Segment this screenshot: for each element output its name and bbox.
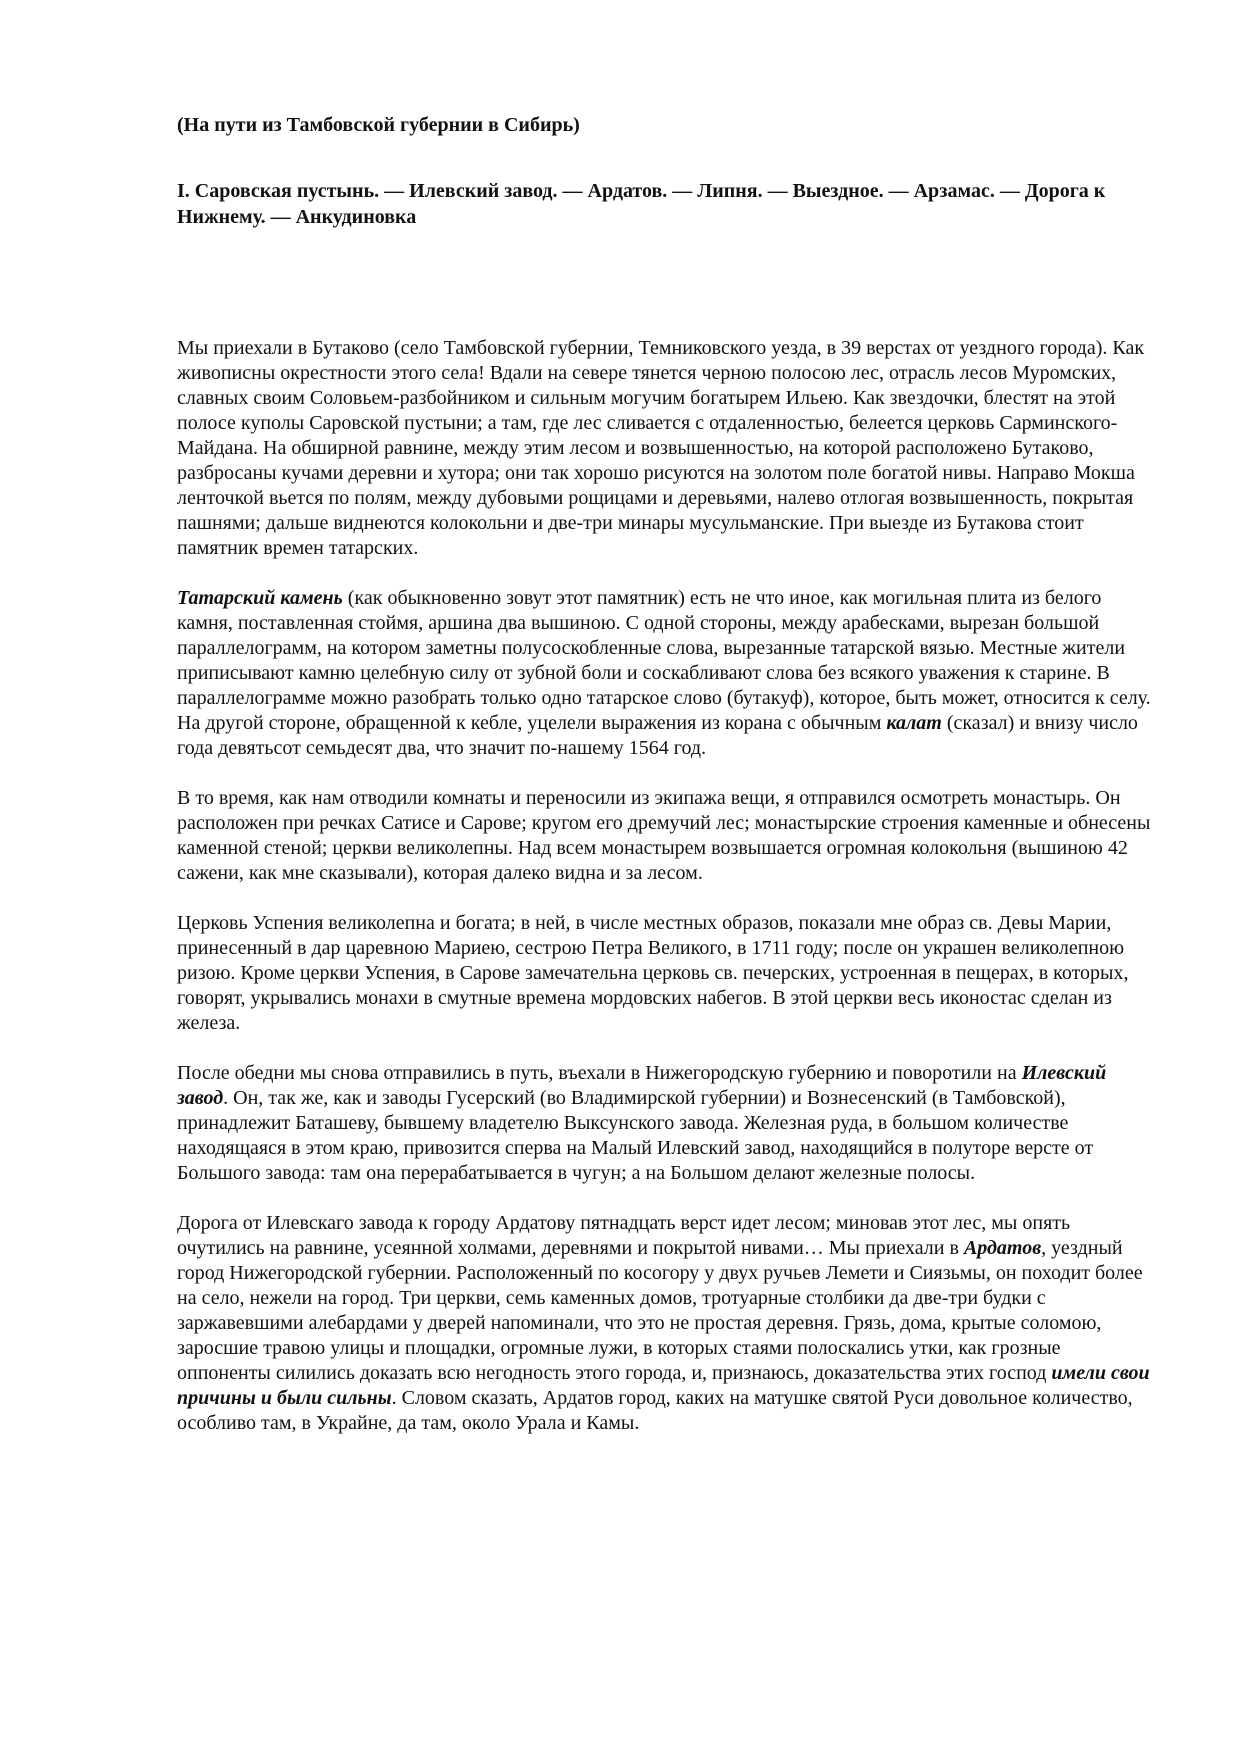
document-subtitle: (На пути из Тамбовской губернии в Сибирь) xyxy=(177,114,580,136)
document-body xyxy=(177,336,1157,1436)
emphasis-reasons: имели свои причины и были сильны xyxy=(177,1362,1150,1409)
emphasis-ilevsky-zavod: Илевский завод xyxy=(177,1062,1107,1109)
paragraph-monastery: В то время, как нам отводили комнаты и переносили из экипажа вещи, я отправился осмотреть монастырь. Он расположен при речках Сатисе и Сарове; кругом его дремучий лес; монастырские строения каменные и обнесены каменной стеной; церкви великолепны. Над всем монастырем возвышается огромная колокольня (вышиною 42 сажени, как мне сказывали), которая далеко видна и за лесом. xyxy=(177,787,1151,884)
paragraph-text: После обедни мы снова отправились в путь, въехали в Нижегородскую губернию и поворотили на xyxy=(177,1062,1022,1084)
paragraph-text: (сказал) и внизу число года девятьсот семьдесят два, что значит по-нашему 1564 год. xyxy=(177,712,1138,759)
document-page xyxy=(177,112,1157,1461)
paragraph-text: (как обыкновенно зовут этот памятник) есть не что иное, как могильная плита из белого камня, поставленная стоймя, аршина два вышиною. С одной стороны, между арабесками, вырезан большой параллелограмм, на котором заметны полусоскобленные слова, вырезанные татарской вязью. Местные жители приписывают камню целебную силу от зубной боли и соскабливают слова без всякого уважения к старине. В параллелограмме можно разобрать только одно татарское слово (бутакуф), которое, быть может, относится к селу. На другой стороне, обращенной к кебле, уцелели выражения из корана с обычным xyxy=(177,587,1151,734)
emphasis-kalat: калат xyxy=(886,712,942,734)
emphasis-tatar-stone: Татарский камень xyxy=(177,587,343,609)
paragraph-butakovo: Мы приехали в Бутаково (село Тамбовской губернии, Темниковского уезда, в 39 верстах от уездного города). Как живописны окрестности этого села! Вдали на севере тянется черною полосою лес, отрасль лесов Муромских, славных своим Соловьем-разбойником и сильным могучим богатырем Ильею. Как звездочки, блестят на этой полосе куполы Саровской пустыни; а там, где лес сливается с отдаленностью, белеется церковь Сарминского-Майдана. На обширной равнине, между этим лесом и возвышенностью, на которой расположено Бутаково, разбросаны кучами деревни и хутора; они так хорошо рисуются на золотом поле богатой нивы. Направо Мокша ленточкой вьется по полям, между дубовыми рощицами и деревьями, налево отлогая возвышенность, покрытая пашнями; дальше виднеются колокольни и две-три минары мусульманские. При выезде из Бутакова стоит памятник времен татарских. xyxy=(177,337,1145,559)
paragraph-ilevsky-plant xyxy=(177,1061,1157,1186)
paragraph-uspenie-church: Церковь Успения великолепна и богата; в ней, в числе местных образов, показали мне образ св. Девы Марии, принесенный в дар царевною Мариею, сестрою Петра Великого, в 1711 году; после он украшен великолепною ризою. Кроме церкви Успения, в Сарове замечательна церковь св. печерских, устроенная в пещерах, в которых, говорят, укрывались монахи в смутные времена мордовских набегов. В этой церкви весь иконостас сделан из железа. xyxy=(177,912,1129,1034)
paragraph-tatar-stone xyxy=(177,586,1157,761)
paragraph-text: . Он, так же, как и заводы Гусерский (во Владимирской губернии) и Вознесенский (в Тамбовской), принадлежит Баташеву, бывшему владетелю Выксунского завода. Железная руда, в большом количестве находящаяся в этом краю, привозится сперва на Малый Илевский завод, находящийся в полуторе версте от Большого завода: там она перерабатывается в чугун; а на Большом делают железные полосы. xyxy=(177,1087,1094,1184)
paragraph-text: Дорога от Илевскаго завода к городу Ардатову пятнадцать верст идет лесом; миновав этот лес, мы опять очутились на равнине, усеянной холмами, деревнями и покрытой нивами… Мы приехали в xyxy=(177,1212,1071,1259)
chapter-title: I. Саровская пустынь. — Илевский завод. — Ардатов. — Липня. — Выездное. — Арзамас. — Дорога к Нижнему. — Анкудиновка xyxy=(177,180,1106,228)
emphasis-ardatov: Ардатов xyxy=(963,1237,1042,1259)
paragraph-ardatov xyxy=(177,1211,1157,1436)
paragraph-text: , уездный город Нижегородской губернии. Расположенный по косогору у двух ручьев Лемети и Сиязьмы, он походит более на село, нежели на город. Три церкви, семь каменных домов, тротуарные столбики да две-три будки с заржавевшими алебардами у дверей напоминали, что это не простая деревня. Грязь, дома, крытые соломою, заросшие травою улицы и площадки, огромные лужи, в которых стаями полоскались утки, как грозные оппоненты силились доказать всю негодность этого города, и, признаюсь, доказательства этих господ xyxy=(177,1237,1143,1384)
paragraph-text: . Словом сказать, Ардатов город, каких на матушке святой Руси довольное количество, особливо там, в Украйне, да там, около Урала и Камы. xyxy=(177,1387,1133,1434)
